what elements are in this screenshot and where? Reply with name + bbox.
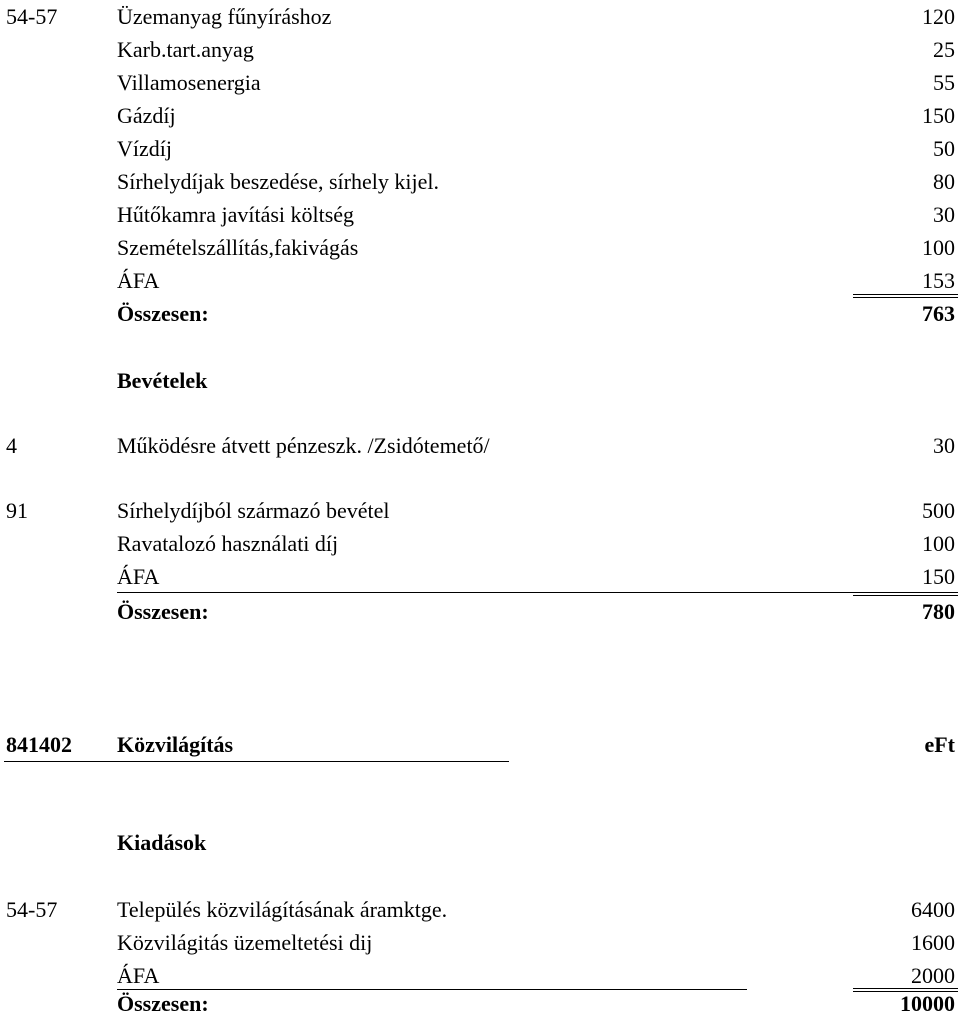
item-amount: 50 — [933, 136, 955, 161]
item-label: Hűtőkamra javítási költség — [117, 202, 355, 227]
item-label: Sírhelydíjak beszedése, sírhely kijel. — [117, 169, 439, 194]
section-header-row — [0, 728, 960, 761]
revenue-row — [0, 429, 960, 462]
revenue-row — [0, 560, 960, 593]
expense-row — [0, 926, 960, 959]
item-label: ÁFA — [117, 963, 160, 988]
item-amount: 100 — [922, 531, 955, 556]
expense-row — [0, 33, 960, 66]
item-label: Vízdíj — [117, 136, 172, 161]
underline-rule — [117, 592, 855, 593]
item-amount: 30 — [933, 202, 955, 227]
total-row — [0, 595, 960, 628]
item-amount: 6400 — [911, 897, 955, 922]
item-label: Település közvilágításának áramktge. — [117, 897, 448, 922]
section-heading — [0, 826, 960, 859]
expense-row — [0, 99, 960, 132]
total-row — [0, 990, 960, 1017]
item-label: Közvilágitás üzemeltetési dij — [117, 930, 373, 955]
account-code: 4 — [6, 433, 17, 458]
expense-row — [0, 959, 960, 992]
item-amount: 2000 — [911, 963, 955, 988]
expense-heading: Kiadások — [117, 830, 207, 855]
total-amount: 780 — [922, 599, 955, 624]
item-label: Működésre átvett pénzeszk. /Zsidótemető/ — [117, 433, 490, 458]
expense-row — [0, 0, 960, 33]
item-label: Karb.tart.anyag — [117, 37, 254, 62]
item-amount: 153 — [922, 268, 955, 293]
total-label: Összesen: — [117, 301, 209, 326]
section-code: 841402 — [6, 732, 72, 757]
item-amount: 1600 — [911, 930, 955, 955]
item-amount: 25 — [933, 37, 955, 62]
item-label: Üzemanyag fűnyíráshoz — [117, 4, 332, 29]
item-amount: 30 — [933, 433, 955, 458]
section-title: Közvilágítás — [117, 732, 234, 757]
item-label: Szemételszállítás,fakivágás — [117, 235, 359, 260]
item-amount: 500 — [922, 498, 955, 523]
expense-row — [0, 165, 960, 198]
expense-row — [0, 893, 960, 926]
total-label: Összesen: — [117, 599, 209, 624]
item-label: Gázdíj — [117, 103, 176, 128]
section-underline — [4, 761, 509, 762]
item-amount: 100 — [922, 235, 955, 260]
item-amount: 80 — [933, 169, 955, 194]
account-code: 54-57 — [6, 897, 58, 922]
revenue-row — [0, 527, 960, 560]
unit-label: eFt — [924, 732, 955, 757]
expense-row — [0, 66, 960, 99]
total-label: Összesen: — [117, 991, 209, 1016]
item-label: Ravatalozó használati díj — [117, 531, 339, 556]
total-amount: 763 — [922, 301, 955, 326]
account-code: 91 — [6, 498, 28, 523]
item-amount: 150 — [922, 564, 955, 589]
expense-row — [0, 264, 960, 297]
item-label: ÁFA — [117, 564, 160, 589]
item-amount: 120 — [922, 4, 955, 29]
item-amount: 150 — [922, 103, 955, 128]
revenue-heading: Bevételek — [117, 368, 208, 393]
item-label: ÁFA — [117, 268, 160, 293]
account-code: 54-57 — [6, 4, 58, 29]
total-row — [0, 297, 960, 330]
item-label: Sírhelydíjból származó bevétel — [117, 498, 390, 523]
expense-row — [0, 231, 960, 264]
item-amount: 55 — [933, 70, 955, 95]
item-label: Villamosenergia — [117, 70, 261, 95]
expense-row — [0, 198, 960, 231]
expense-row — [0, 132, 960, 165]
total-amount: 10000 — [900, 991, 955, 1016]
revenue-row — [0, 494, 960, 527]
section-heading — [0, 364, 960, 397]
